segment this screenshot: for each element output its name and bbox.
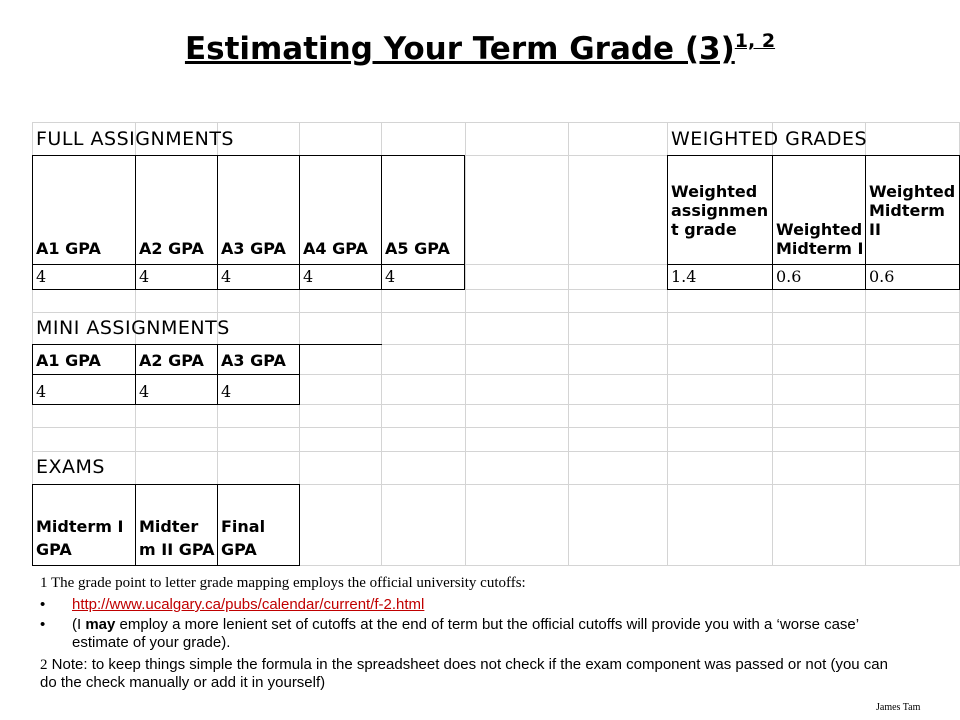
full-header-cell[interactable]: A3 GPA (221, 239, 286, 258)
full-header-cell[interactable]: A4 GPA (303, 239, 368, 258)
full-value-cell[interactable]: 4 (221, 267, 232, 286)
footnote-link-item (40, 596, 890, 614)
exam-header-cell[interactable]: Midter m II GPA (139, 517, 215, 559)
weighted-value-cell[interactable]: 0.6 (869, 267, 895, 286)
cutoffs-emphasis: may (85, 616, 116, 633)
footnotes (40, 574, 890, 692)
mini-assignments-label: MINI ASSIGNMENTS (36, 319, 230, 338)
weighted-value-cell[interactable]: 1.4 (671, 267, 697, 286)
weighted-value-cell[interactable]: 0.6 (776, 267, 802, 286)
footnote-1 (40, 574, 890, 592)
author-name: James Tam (876, 702, 921, 713)
full-value-cell[interactable]: 4 (139, 267, 150, 286)
cutoffs-text-after: employ a more lenient set of cutoffs at the end of term but the official cutoffs will provide you with a ‘worse case’ estimate of your grade). (72, 616, 859, 651)
mini-value-cell[interactable]: 4 (139, 382, 150, 401)
title-text: Estimating Your Term Grade (3) (184, 31, 735, 67)
full-header-cell[interactable]: A2 GPA (139, 239, 204, 258)
full-header-cell[interactable]: A1 GPA (36, 239, 101, 258)
mini-header-cell[interactable]: A2 GPA (139, 351, 204, 370)
weighted-header-cell[interactable]: Weighted Midterm I (776, 220, 864, 258)
calendar-link[interactable]: http://www.ucalgary.ca/pubs/calendar/current/f-2.html (72, 596, 425, 613)
mini-value-cell[interactable]: 4 (36, 382, 47, 401)
full-value-cell[interactable]: 4 (385, 267, 396, 286)
footnote-2 (40, 656, 890, 692)
weighted-header-cell[interactable]: Weighted Midterm II (869, 182, 956, 239)
full-value-cell[interactable]: 4 (36, 267, 47, 286)
mini-header-cell[interactable]: A1 GPA (36, 351, 101, 370)
title-superscript: 1, 2 (734, 30, 776, 52)
footnote-1-text: The grade point to letter grade mapping employs the official university cutoffs: (50, 575, 526, 591)
footnote-cutoffs-item (40, 616, 890, 652)
full-assignments-label: FULL ASSIGNMENTS (36, 130, 234, 149)
exam-header-cell[interactable]: Final GPA (221, 517, 266, 559)
weighted-grades-label: WEIGHTED GRADES (671, 130, 868, 149)
weighted-header-cell[interactable]: Weighted assignmen t grade (671, 182, 769, 239)
footnote-1-marker: 1 (40, 575, 48, 591)
mini-header-cell[interactable]: A3 GPA (221, 351, 286, 370)
full-header-cell[interactable]: A5 GPA (385, 239, 450, 258)
cutoffs-text-before: (I (72, 616, 86, 633)
exam-header-cell[interactable]: Midterm I GPA (36, 517, 124, 559)
mini-value-cell[interactable]: 4 (221, 382, 232, 401)
footnote-2-marker: 2 (40, 657, 48, 673)
exams-label: EXAMS (36, 458, 105, 477)
footnote-2-text: Note: to keep things simple the formula in the spreadsheet does not check if the exam component was passed or not (you can do the check manually or add it in yourself) (40, 656, 888, 691)
full-value-cell[interactable]: 4 (303, 267, 314, 286)
